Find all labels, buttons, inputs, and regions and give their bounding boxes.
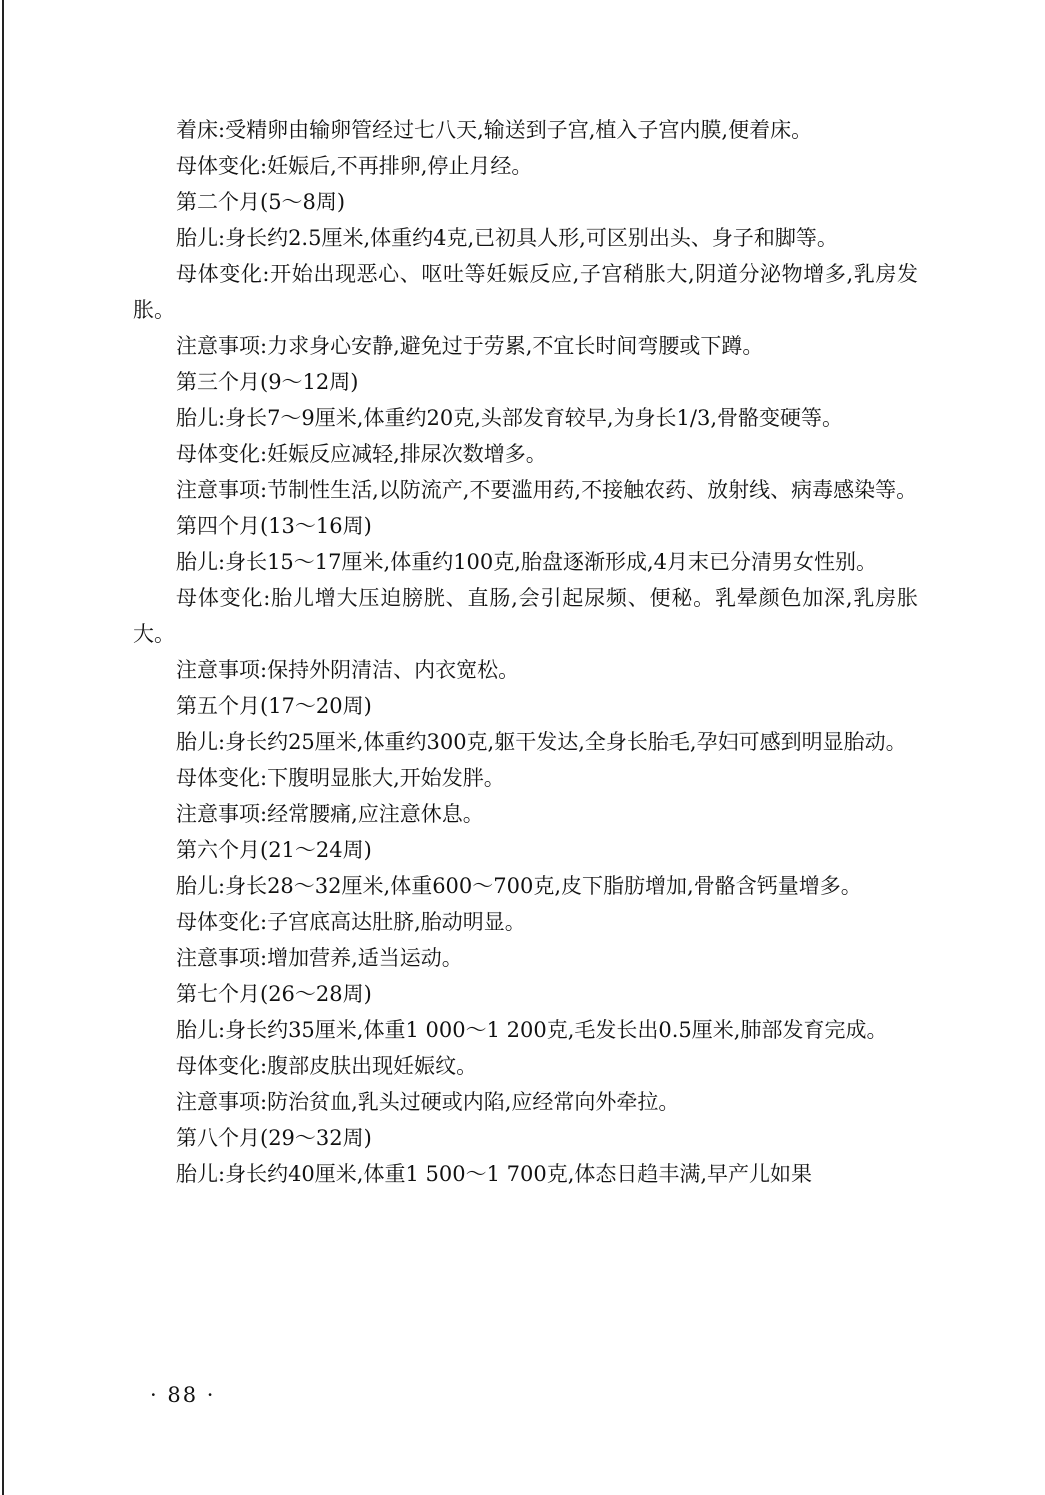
paragraph-fetus-month7: 胎儿:身长约35厘米,体重1 000～1 200克,毛发长出0.5厘米,肺部发育完成。 [176, 1018, 888, 1042]
heading-month-7: 第七个月(26～28周) [176, 982, 372, 1006]
heading-month-2: 第二个月(5～8周) [176, 190, 346, 214]
heading-month-8: 第八个月(29～32周) [176, 1126, 372, 1150]
paragraph-fetus-month2: 胎儿:身长约2.5厘米,体重约4克,已初具人形,可区别出头、身子和脚等。 [176, 226, 838, 250]
paragraph-implantation: 着床:受精卵由输卵管经过七八天,输送到子宫,植入子宫内膜,便着床。 [176, 118, 813, 142]
paragraph-fetus-month5: 胎儿:身长约25厘米,体重约300克,躯干发达,全身长胎毛,孕妇可感到明显胎动。 [176, 730, 907, 754]
page-body [133, 112, 918, 1192]
paragraph-notes-month6: 注意事项:增加营养,适当运动。 [176, 946, 463, 970]
paragraph-notes-month2: 注意事项:力求身心安静,避免过于劳累,不宜长时间弯腰或下蹲。 [176, 334, 764, 358]
paragraph-fetus-month8: 胎儿:身长约40厘米,体重1 500～1 700克,体态日趋丰满,早产儿如果 [176, 1162, 813, 1186]
paragraph-maternal-change-month3: 母体变化:妊娠反应减轻,排尿次数增多。 [176, 442, 547, 466]
paragraph-maternal-change-month4: 母体变化:胎儿增大压迫膀胱、直肠,会引起尿频、便秘。乳晕颜色加深,乳房胀大。 [133, 586, 918, 646]
heading-month-3: 第三个月(9～12周) [176, 370, 359, 394]
paragraph-maternal-change-month6: 母体变化:子宫底高达肚脐,胎动明显。 [176, 910, 526, 934]
paragraph-fetus-month3: 胎儿:身长7～9厘米,体重约20克,头部发育较早,为身长1/3,骨骼变硬等。 [176, 406, 844, 430]
paragraph-fetus-month4: 胎儿:身长15～17厘米,体重约100克,胎盘逐渐形成,4月末已分清男女性别。 [176, 550, 877, 574]
paragraph-maternal-change-month7: 母体变化:腹部皮肤出现妊娠纹。 [176, 1054, 478, 1078]
paragraph-notes-month5: 注意事项:经常腰痛,应注意休息。 [176, 802, 484, 826]
heading-month-5: 第五个月(17～20周) [176, 694, 372, 718]
paragraph-maternal-change-month5: 母体变化:下腹明显胀大,开始发胖。 [176, 766, 505, 790]
paragraph-maternal-change-month2: 母体变化:开始出现恶心、呕吐等妊娠反应,子宫稍胀大,阴道分泌物增多,乳房发胀。 [133, 262, 918, 322]
paragraph-notes-month3: 注意事项:节制性生活,以防流产,不要滥用药,不接触农药、放射线、病毒感染等。 [176, 478, 918, 502]
page-number: · 88 · [150, 1383, 216, 1407]
paragraph-maternal-change-month1: 母体变化:妊娠后,不再排卵,停止月经。 [176, 154, 533, 178]
paragraph-notes-month4: 注意事项:保持外阴清洁、内衣宽松。 [176, 658, 520, 682]
heading-month-6: 第六个月(21～24周) [176, 838, 372, 862]
heading-month-4: 第四个月(13～16周) [176, 514, 372, 538]
paragraph-fetus-month6: 胎儿:身长28～32厘米,体重600～700克,皮下脂肪增加,骨骼含钙量增多。 [176, 874, 862, 898]
page-edge-rule [2, 0, 4, 1495]
paragraph-notes-month7: 注意事项:防治贫血,乳头过硬或内陷,应经常向外牵拉。 [176, 1090, 680, 1114]
